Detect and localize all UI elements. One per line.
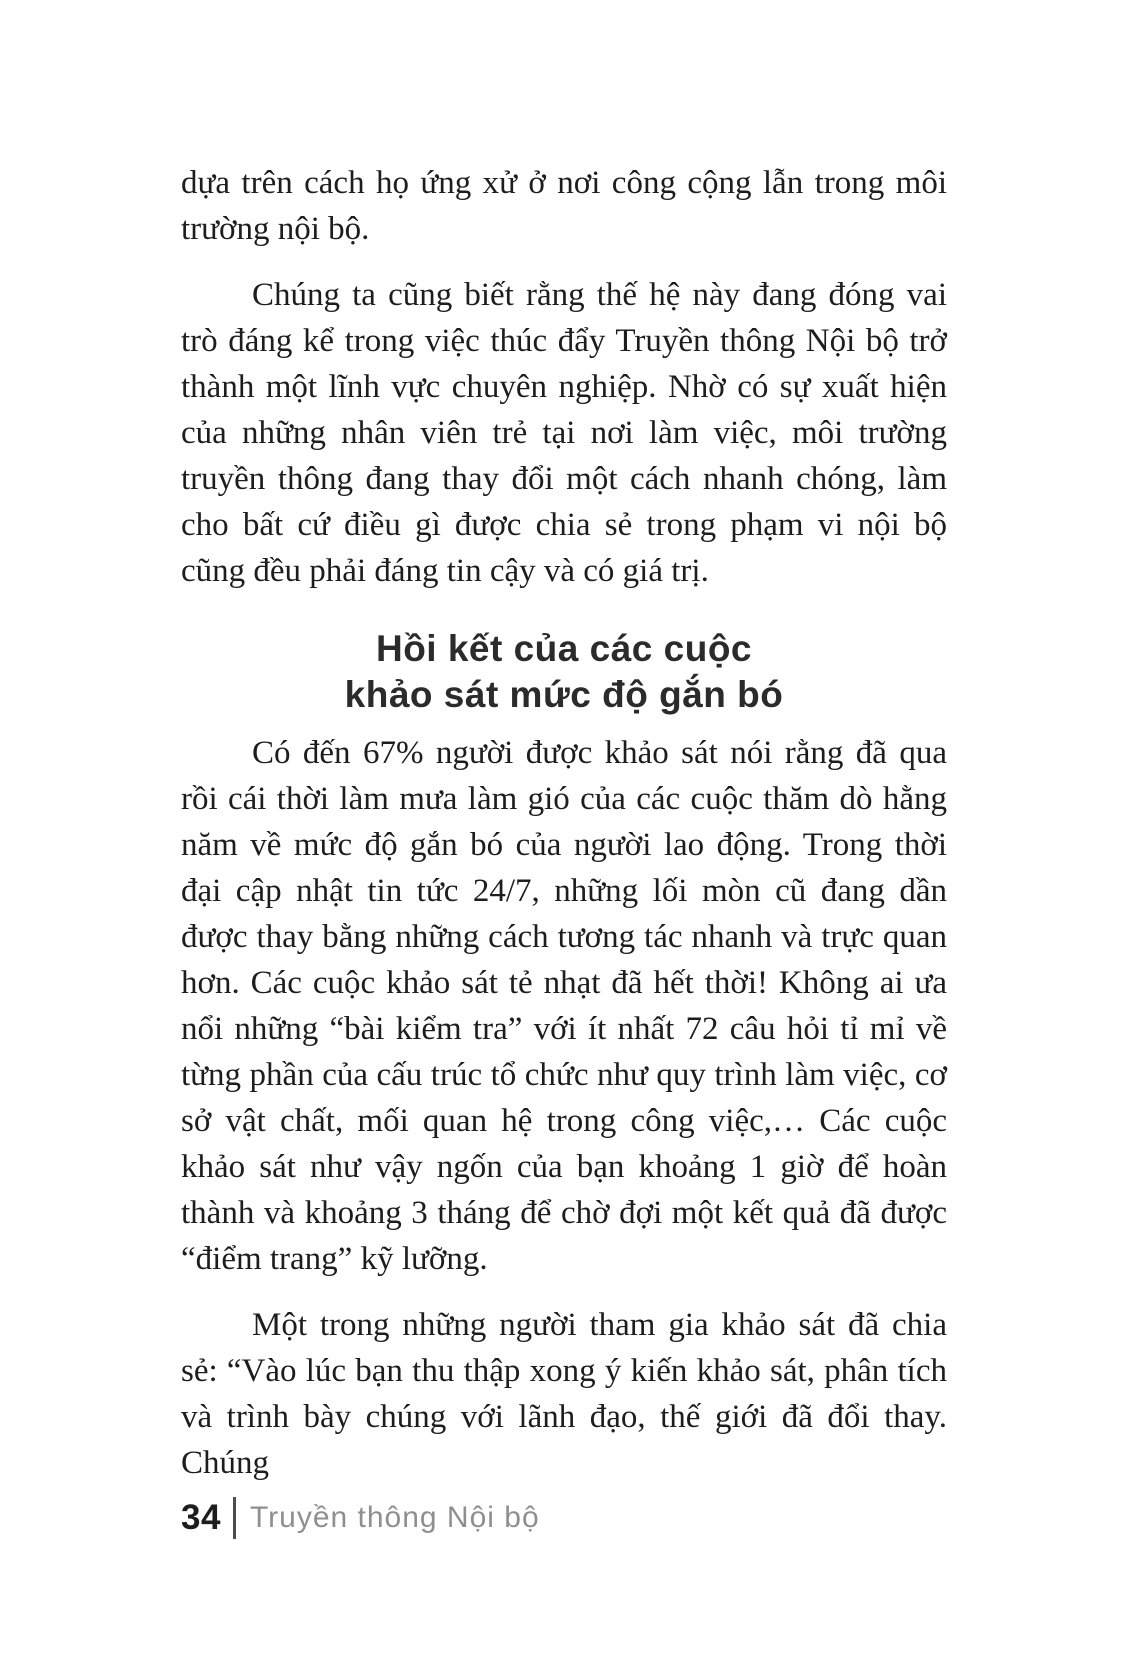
section-heading-line-1: Hồi kết của các cuộc	[375, 628, 753, 669]
footer-book-title: Truyền thông Nội bộ	[249, 1501, 540, 1534]
paragraph-survey-quote: Một trong những người tham gia khảo sát đã chia sẻ: “Vào lúc bạn thu thập xong ý kiến khảo sát, phân tích và trình bày chúng với lãnh đạo, thế giới đã đổi thay. Chúng	[181, 1307, 947, 1481]
section-heading	[181, 626, 947, 718]
paragraph-survey-criticism: Có đến 67% người được khảo sát nói rằng đã qua rồi cái thời làm mưa làm gió của các cuộc thăm dò hằng năm về mức độ gắn bó của người lao động. Trong thời đại cập nhật tin tức 24/7, những lối mòn cũ đang dần được thay bằng những cách tương tác nhanh và trực quan hơn. Các cuộc khảo sát tẻ nhạt đã hết thời! Không ai ưa nổi những “bài kiểm tra” với ít nhất 72 câu hỏi tỉ mỉ về từng phần của cấu trúc tổ chức như quy trình làm việc, cơ sở vật chất, mối quan hệ trong công việc,… Các cuộc khảo sát như vậy ngốn của bạn khoảng 1 giờ để hoàn thành và khoảng 3 tháng để chờ đợi một kết quả đã được “điểm trang” kỹ lưỡng.	[181, 735, 947, 1277]
footer-divider	[233, 1497, 236, 1539]
section-heading-line-2: khảo sát mức độ gắn bó	[344, 674, 784, 715]
paragraph-continuation: dựa trên cách họ ứng xử ở nơi công cộng lẫn trong môi trường nội bộ.	[181, 165, 947, 247]
page-body-text	[181, 160, 947, 1486]
paragraph-generation-role: Chúng ta cũng biết rằng thế hệ này đang đóng vai trò đáng kể trong việc thúc đẩy Truyền thông Nội bộ trở thành một lĩnh vực chuyên nghiệp. Nhờ có sự xuất hiện của những nhân viên trẻ tại nơi làm việc, môi trường truyền thông đang thay đổi một cách nhanh chóng, làm cho bất cứ điều gì được chia sẻ trong phạm vi nội bộ cũng đều phải đáng tin cậy và có giá trị.	[181, 277, 947, 589]
page-number: 34	[181, 1498, 221, 1537]
page-footer	[181, 1497, 540, 1539]
